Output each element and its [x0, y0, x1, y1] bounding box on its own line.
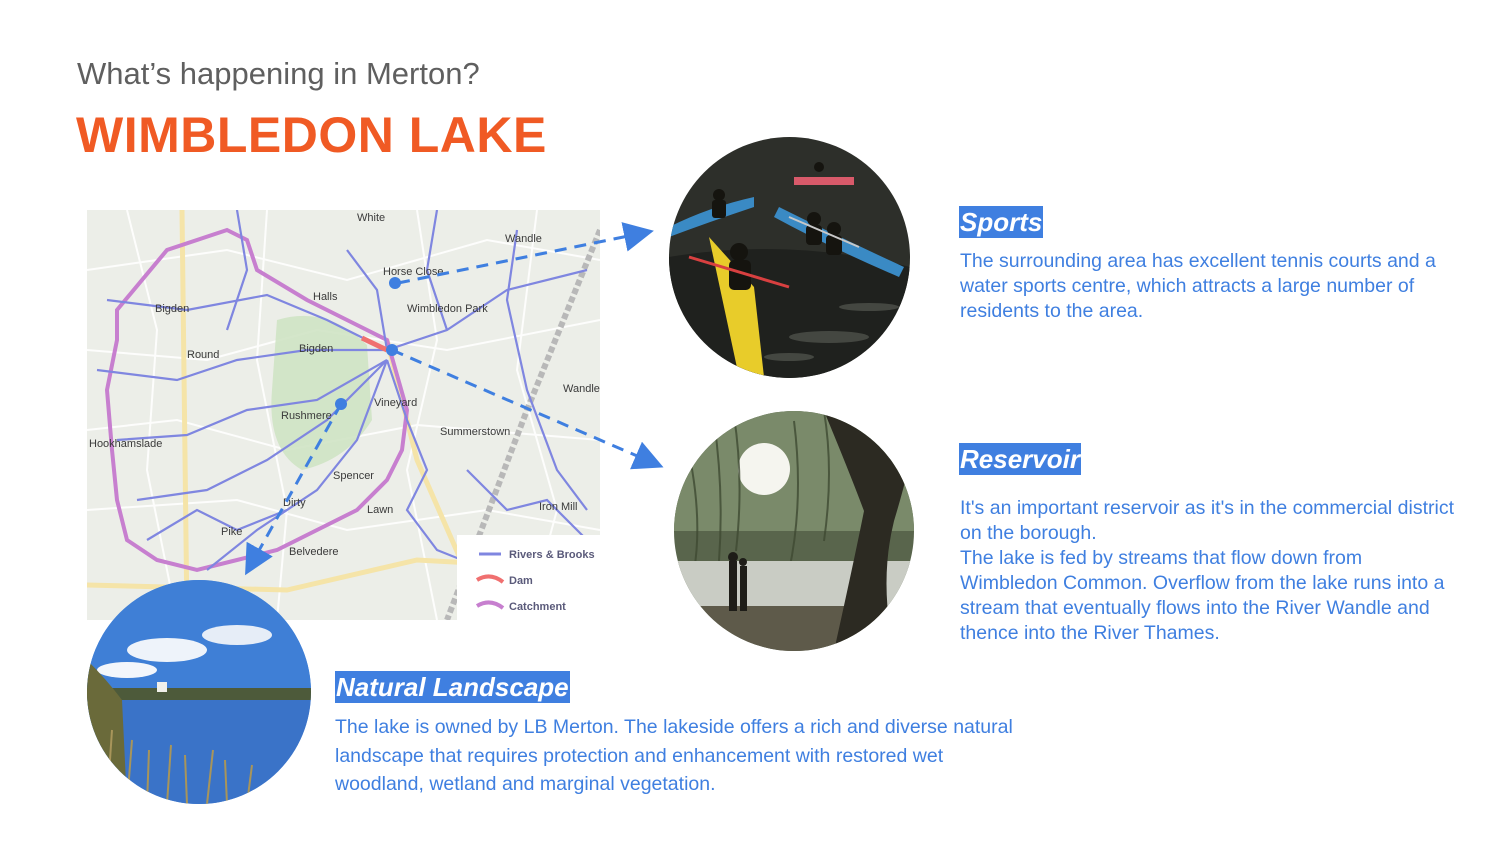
map-place-label: Bigden — [155, 303, 190, 315]
map-place-label: Belvedere — [289, 546, 339, 558]
arrow-to-sports — [398, 232, 648, 283]
map-place-label: Wandle — [563, 383, 600, 395]
legend-dam: Dam — [509, 575, 533, 587]
sports-text: The surrounding area has excellent tennis courts and a water sports centre, which attracts a large number of residents to the area. — [960, 250, 1436, 322]
map-place-label: Iron Mill — [539, 501, 578, 513]
map-place-label: Wimbledon Park — [407, 303, 488, 315]
map-place-label: Halls — [313, 291, 338, 303]
reservoir-text — [960, 496, 1460, 646]
map-place-label: Spencer — [333, 470, 374, 482]
map-place-label: Horse Close — [383, 266, 444, 278]
natural-heading: Natural Landscape — [336, 672, 569, 702]
map-place-label: Round — [187, 349, 220, 361]
map-place-label: Pike — [221, 526, 243, 538]
map-place-label: Rushmere — [281, 410, 332, 422]
map-place-label: Lawn — [367, 504, 394, 516]
lake-photo — [87, 580, 311, 804]
kayak-photo — [669, 137, 910, 378]
map-place-label: Vineyard — [374, 397, 418, 409]
map-place-label: White — [357, 212, 386, 224]
map-place-label: Summerstown — [440, 426, 511, 438]
page-subtitle: What’s happening in Merton? — [77, 56, 480, 91]
legend-rivers: Rivers & Brooks — [509, 549, 595, 561]
reservoir-heading: Reservoir — [960, 444, 1080, 474]
map-place-label: Dirty — [283, 497, 306, 509]
arrow-to-reservoir — [392, 350, 658, 465]
map-place-label: Hookhamslade — [89, 438, 163, 450]
legend-catchment: Catchment — [509, 601, 566, 613]
reservoir-text-1: It's an important reservoir as it's in the commercial district on the borough. — [960, 497, 1455, 544]
natural-text: The lake is owned by LB Merton. The lakeside offers a rich and diverse natural landscape that requires protection and enhancement with restored wet woodland, wetland and marginal vegetation. — [335, 716, 1013, 795]
map-place-label: Bigden — [299, 343, 334, 355]
arrow-to-natural — [248, 404, 341, 570]
reservoir-text-2: The lake is fed by streams that flow down from Wimbledon Common. Overflow from the lake runs into a stream that eventually flows into the River Wandle and thence into the River Thames. — [960, 547, 1445, 644]
map-place-label: Wandle — [505, 233, 542, 245]
willow-photo — [674, 411, 914, 651]
sports-heading: Sports — [960, 207, 1043, 237]
page-title: WIMBLEDON LAKE — [76, 107, 547, 163]
